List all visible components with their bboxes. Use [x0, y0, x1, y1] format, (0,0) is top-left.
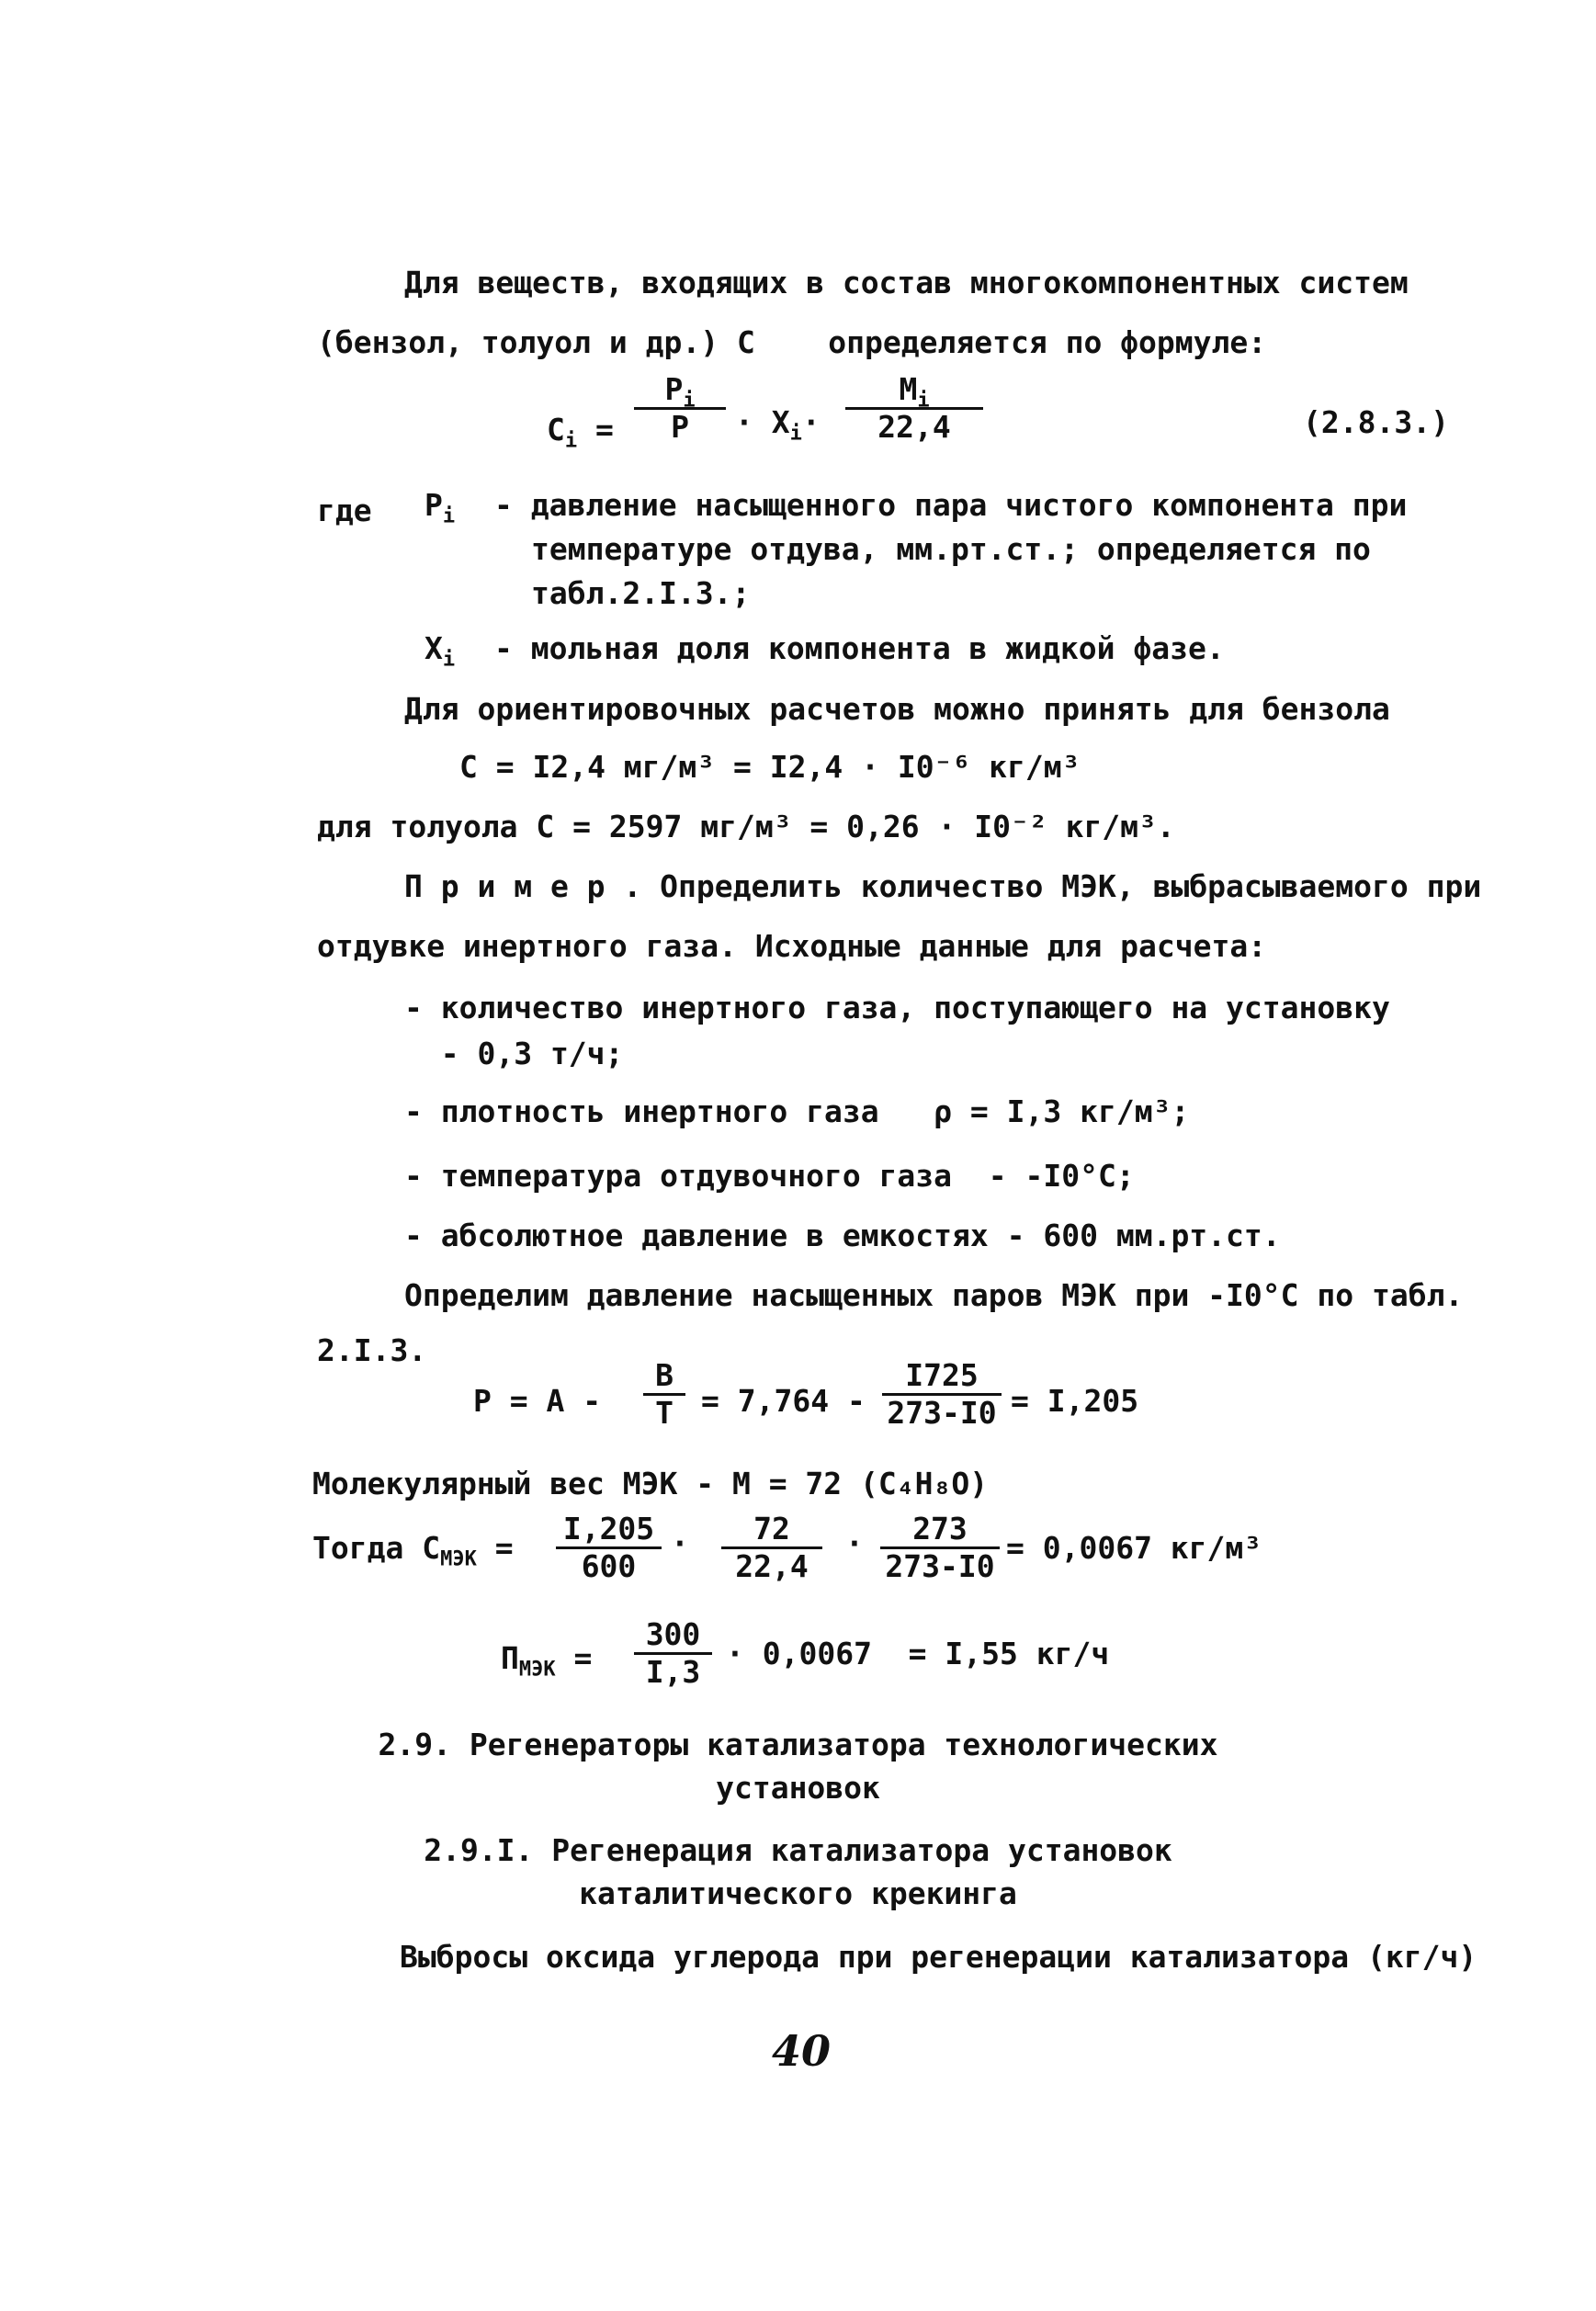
example-item-2: - плотность инертного газа ρ = I,3 кг/м³; [404, 1093, 1190, 1129]
example-item-3: - температура отдувочного газа - -I0°С; [404, 1158, 1135, 1194]
formula-c-lhs: Тогда $С_{МЭК}$ = [312, 1530, 514, 1571]
where-p-def-3: табл.2.I.3.; [531, 575, 751, 611]
approx-line: Для ориентировочных расчетов можно принять для бензола [404, 691, 1390, 727]
formula-number: (2.8.3.) [1303, 404, 1449, 440]
where-p-def-1: - давление насыщенного пара чистого компонента при [494, 487, 1408, 523]
example-item-4: - абсолютное давление в емкостях - 600 мм.рт.ст. [404, 1218, 1281, 1253]
molecular-weight: Молекулярный вес МЭК - М = 72 (С₄Н₈О) [312, 1466, 989, 1501]
section-2-9-title-1: 2.9. Регенераторы катализатора технологических [378, 1727, 1218, 1762]
where-word: где [317, 493, 372, 528]
fraction-1725-over-263: $\frac{I725}{273-I0}$ [882, 1358, 1002, 1431]
fraction-b-over-t: $\frac{B}{T}$ [643, 1358, 685, 1431]
example-line-2: отдувке инертного газа. Исходные данные для расчета: [317, 928, 1267, 964]
example-line-1: П р и м е р . Определить количество МЭК, выбрасываемого при [404, 868, 1482, 904]
formula-lhs: $C_i$ = [547, 412, 614, 453]
section-2-9-title-2: установок [716, 1770, 880, 1806]
formula-c-rhs: = 0,0067 кг/м³ [1006, 1530, 1262, 1566]
where-x-symbol: $X_i$ [424, 630, 456, 672]
formula-p-lhs: P = A - [473, 1383, 602, 1419]
last-line: Выбросы оксида углерода при регенерации катализатора (кг/ч) [400, 1939, 1477, 1975]
fraction-pi-over-p: $\frac{P_i}{P}$ [634, 372, 726, 445]
approx-benzene: С = I2,4 мг/м³ = I2,4 · I0⁻⁶ кг/м³ [459, 749, 1081, 785]
intro-line-2: (бензол, толуол и др.) С определяется по формуле: [317, 324, 1267, 360]
formula-c-dot-1: · [671, 1525, 689, 1561]
formula-p-mid: = 7,764 - [701, 1383, 866, 1419]
where-p-def-2: температуре отдува, мм.рт.ст.; определяется по [531, 531, 1371, 567]
fraction-300-over-1-3: $\frac{300}{I,3}$ [634, 1617, 712, 1690]
where-x-def: - мольная доля компонента в жидкой фазе. [494, 630, 1225, 666]
formula-pi-lhs: $П_{МЭК}$ = [501, 1640, 593, 1682]
example-heading: П р и м е р . [404, 868, 642, 904]
section-2-9-1-title-1: 2.9.I. Регенерация катализатора установок [424, 1832, 1172, 1868]
formula-c-dot-2: · [845, 1525, 864, 1561]
page-number: 40 [772, 2026, 832, 2076]
formula-xi: · $X_i\cdot$ [735, 404, 821, 446]
where-p-symbol: $P_i$ [424, 487, 456, 528]
section-2-9-1-title-2: каталитического крекинга [579, 1875, 1017, 1911]
intro-line-1: Для веществ, входящих в состав многокомпонентных систем [404, 265, 1409, 300]
fraction-1205-over-600: $\frac{I,205}{600}$ [556, 1512, 662, 1584]
pressure-ref: 2.I.3. [317, 1332, 427, 1368]
formula-p-rhs: = I,205 [1011, 1383, 1139, 1419]
fraction-273-over-263: $\frac{273}{273-I0}$ [880, 1512, 1000, 1584]
fraction-72-over-22-4: $\frac{72}{22,4}$ [721, 1512, 822, 1584]
pressure-line: Определим давление насыщенных паров МЭК при -I0°С по табл. [404, 1277, 1464, 1313]
approx-toluene: для толуола С = 2597 мг/м³ = 0,26 · I0⁻² кг/м³. [317, 809, 1175, 844]
example-item-1-cont: - 0,3 т/ч; [404, 1036, 624, 1071]
formula-pi-rhs: · 0,0067 = I,55 кг/ч [726, 1636, 1110, 1671]
example-item-1: - количество инертного газа, поступающего на установку [404, 990, 1390, 1025]
fraction-mi-over-22-4: $\frac{M_i}{22,4}$ [845, 372, 983, 445]
